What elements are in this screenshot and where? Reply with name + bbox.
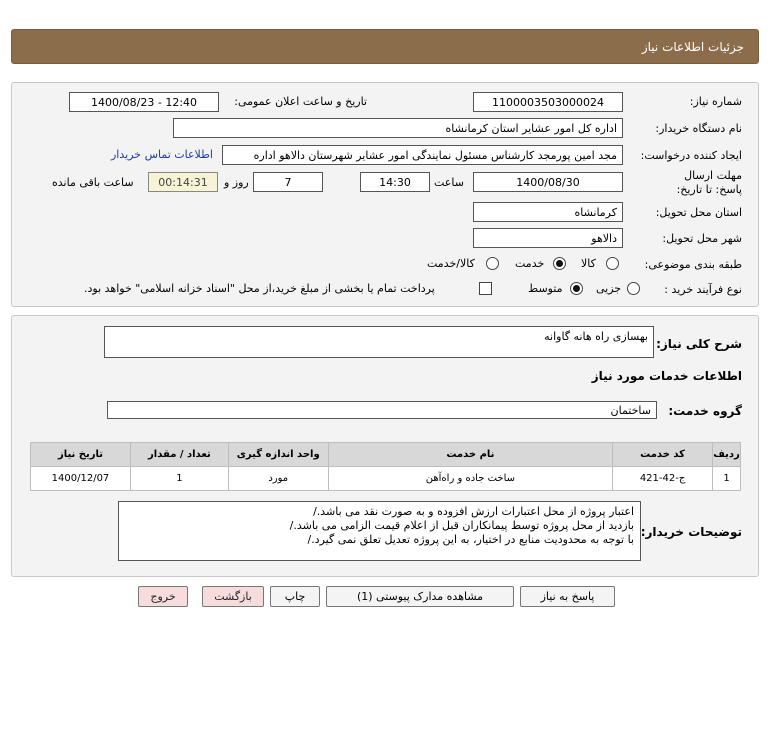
deadline-label: مهلت ارسال پاسخ: تا تاریخ: bbox=[676, 169, 742, 196]
need-number-label: شماره نیاز: bbox=[689, 95, 742, 108]
buyer-note-line: اعتبار پروژه از محل اعتبارات ارزش افزوده و به صورت نقد می باشد./ bbox=[313, 505, 634, 518]
deadline-time-field: 14:30 bbox=[360, 172, 430, 192]
remaining-label: ساعت باقی مانده bbox=[52, 176, 134, 189]
remaining-time-field: 00:14:31 bbox=[148, 172, 218, 192]
announce-label: تاریخ و ساعت اعلان عمومی: bbox=[234, 95, 367, 108]
process-radio-minor[interactable] bbox=[627, 282, 640, 295]
city-label: شهر محل تحویل: bbox=[662, 232, 742, 245]
cell-need-date: 1400/12/07 bbox=[31, 467, 131, 491]
back-button[interactable]: بازگشت bbox=[202, 586, 264, 607]
process-radio-medium[interactable] bbox=[570, 282, 583, 295]
need-info-panel bbox=[11, 82, 759, 307]
category-radio-goods-service[interactable] bbox=[486, 257, 499, 270]
category-option-goods: کالا bbox=[581, 257, 596, 270]
process-option-medium: متوسط bbox=[528, 282, 563, 295]
process-option-minor: جزیی bbox=[596, 282, 622, 295]
service-group-label: گروه خدمت: bbox=[668, 404, 742, 418]
buyer-contact-link[interactable]: اطلاعات تماس خریدار bbox=[111, 148, 213, 161]
exit-button[interactable]: خروج bbox=[138, 586, 188, 607]
category-label: طبقه بندی موضوعی: bbox=[644, 258, 742, 271]
province-field: کرمانشاه bbox=[473, 202, 623, 222]
buyer-org-label: نام دستگاه خریدار: bbox=[655, 122, 742, 135]
treasury-checkbox[interactable] bbox=[479, 282, 492, 295]
col-header-need-date: تاریخ نیاز bbox=[31, 443, 131, 467]
col-header-quantity: تعداد / مقدار bbox=[130, 443, 228, 467]
need-number-field: 1100003503000024 bbox=[473, 92, 623, 112]
col-header-service-code: کد خدمت bbox=[613, 443, 713, 467]
page-title: جزئیات اطلاعات نیاز bbox=[641, 40, 744, 54]
category-option-service: خدمت bbox=[515, 257, 545, 270]
cell-service-name: ساخت جاده و راه‌آهن bbox=[328, 467, 612, 491]
cell-service-code: ج-42-421 bbox=[613, 467, 713, 491]
category-option-goods-service: کالا/خدمت bbox=[427, 257, 475, 270]
buyer-org-field: اداره کل امور عشایر استان کرمانشاه bbox=[173, 118, 623, 138]
buyer-note-line: بازدید از محل پروژه توسط پیمانکاران قبل از اعلام قیمت الزامی می باشد./ bbox=[289, 519, 634, 532]
announce-field: 1400/08/23 - 12:40 bbox=[69, 92, 219, 112]
col-header-service-name: نام خدمت bbox=[328, 443, 612, 467]
requester-label: ایجاد کننده درخواست: bbox=[640, 149, 742, 162]
city-field: دالاهو bbox=[473, 228, 623, 248]
buyer-note-line: با توجه به محدودیت منابع در اختیار، به این پروژه تعدیل تعلق نمی گیرد./ bbox=[307, 533, 634, 546]
category-radio-service[interactable] bbox=[553, 257, 566, 270]
requester-field: مجد امین پورمجد کارشناس مسئول نمایندگی امور عشایر شهرستان دالاهو اداره bbox=[222, 145, 623, 165]
services-table-header bbox=[31, 443, 741, 467]
category-radio-goods[interactable] bbox=[606, 257, 619, 270]
print-button[interactable]: چاپ bbox=[270, 586, 320, 607]
services-table bbox=[30, 442, 741, 491]
province-label: استان محل تحویل: bbox=[655, 206, 742, 219]
buyer-notes-label: توضیحات خریدار: bbox=[640, 525, 742, 539]
view-attachments-button[interactable]: مشاهده مدارک پیوستی (1) bbox=[326, 586, 514, 607]
deadline-time-label: ساعت bbox=[434, 176, 464, 189]
deadline-date-field: 1400/08/30 bbox=[473, 172, 623, 192]
days-field: 7 bbox=[253, 172, 323, 192]
col-header-unit: واحد اندازه گیری bbox=[228, 443, 328, 467]
col-header-row-num: ردیف bbox=[713, 443, 741, 467]
cell-unit: مورد bbox=[228, 467, 328, 491]
treasury-text: پرداخت تمام یا بخشی از مبلغ خرید،از محل "اسناد خزانه اسلامی" خواهد بود. bbox=[84, 282, 435, 295]
description-field: بهسازی راه هانه گاوانه bbox=[104, 326, 654, 358]
service-group-field: ساختمان bbox=[107, 401, 657, 419]
cell-row-num: 1 bbox=[713, 467, 741, 491]
process-label: نوع فرآیند خرید : bbox=[664, 283, 742, 296]
page-header bbox=[11, 29, 759, 64]
days-label: روز و bbox=[224, 176, 249, 189]
services-title: اطلاعات خدمات مورد نیاز bbox=[591, 369, 742, 383]
reply-button[interactable]: پاسخ به نیاز bbox=[520, 586, 615, 607]
table-row bbox=[31, 467, 741, 491]
cell-quantity: 1 bbox=[130, 467, 228, 491]
buyer-notes-field bbox=[118, 501, 641, 561]
description-label: شرح کلی نیاز: bbox=[656, 337, 742, 351]
